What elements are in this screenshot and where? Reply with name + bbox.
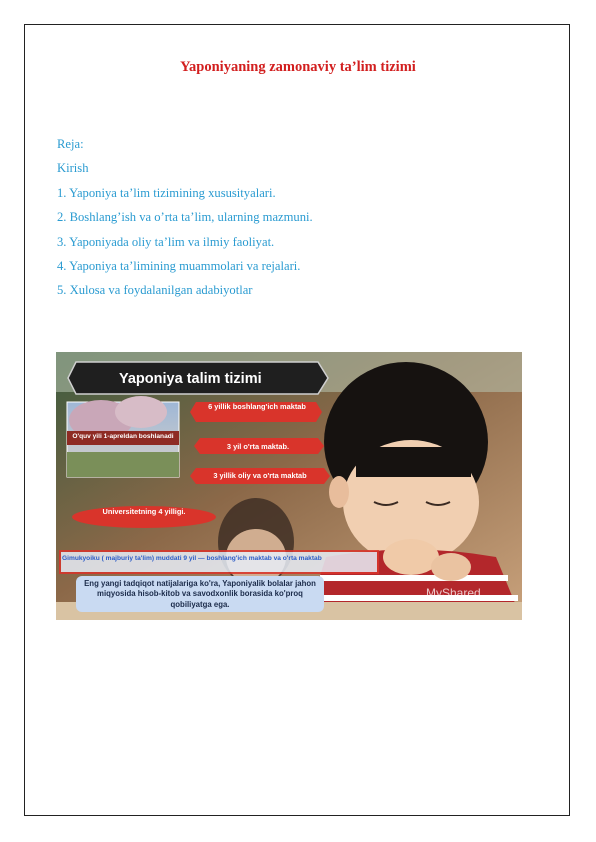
banner-title: Yaponiya talim tizimi: [119, 371, 262, 387]
infographic-image: [56, 352, 522, 620]
plan-item-4: 4. Yaponiya ta’limining muammolari va rejalari.: [57, 259, 301, 274]
plan-item-intro: Kirish: [57, 161, 89, 176]
research-note: Eng yangi tadqiqot natijalariga ko'ra, Yaponiyalik bolalar jahon miqyosida hisob-kitob va savodxonlik borasida ko'proq qobiliyatga ega.: [84, 579, 316, 609]
plan-heading: Reja:: [57, 137, 84, 151]
tag-high-school: 3 yillik oliy va o'rta maktab: [213, 471, 307, 480]
tag-middle-school: 3 yil o'rta maktab.: [226, 442, 290, 451]
compulsory-education-line: Gimukyoiku ( majburiy ta'lim) muddati 9 yil — boshlang'ich maktab va o'rta maktab: [62, 555, 322, 562]
plan-item-1: 1. Yaponiya ta’lim tizimining xususityalari.: [57, 185, 276, 200]
watermark: MyShared: [426, 586, 481, 600]
tag-primary-school: 6 yillik boshlang'ich maktab: [208, 402, 306, 411]
plan-item-2: 2. Boshlang’ish va o’rta ta’lim, ularning mazmuni.: [57, 210, 313, 225]
document-title: Yaponiyaning zamonaviy ta’lim tizimi: [180, 59, 416, 75]
plan-item-3: 3. Yaponiyada oliy ta’lim va ilmiy faoliyat.: [57, 234, 275, 249]
plan-item-5: 5. Xulosa va foydalanilgan adabiyotlar: [57, 283, 253, 298]
plan-list: [57, 132, 313, 303]
tag-university: Universitetning 4 yilligi.: [102, 507, 186, 516]
photo-caption: O'quv yili 1-apreldan boshlanadi: [72, 433, 174, 440]
